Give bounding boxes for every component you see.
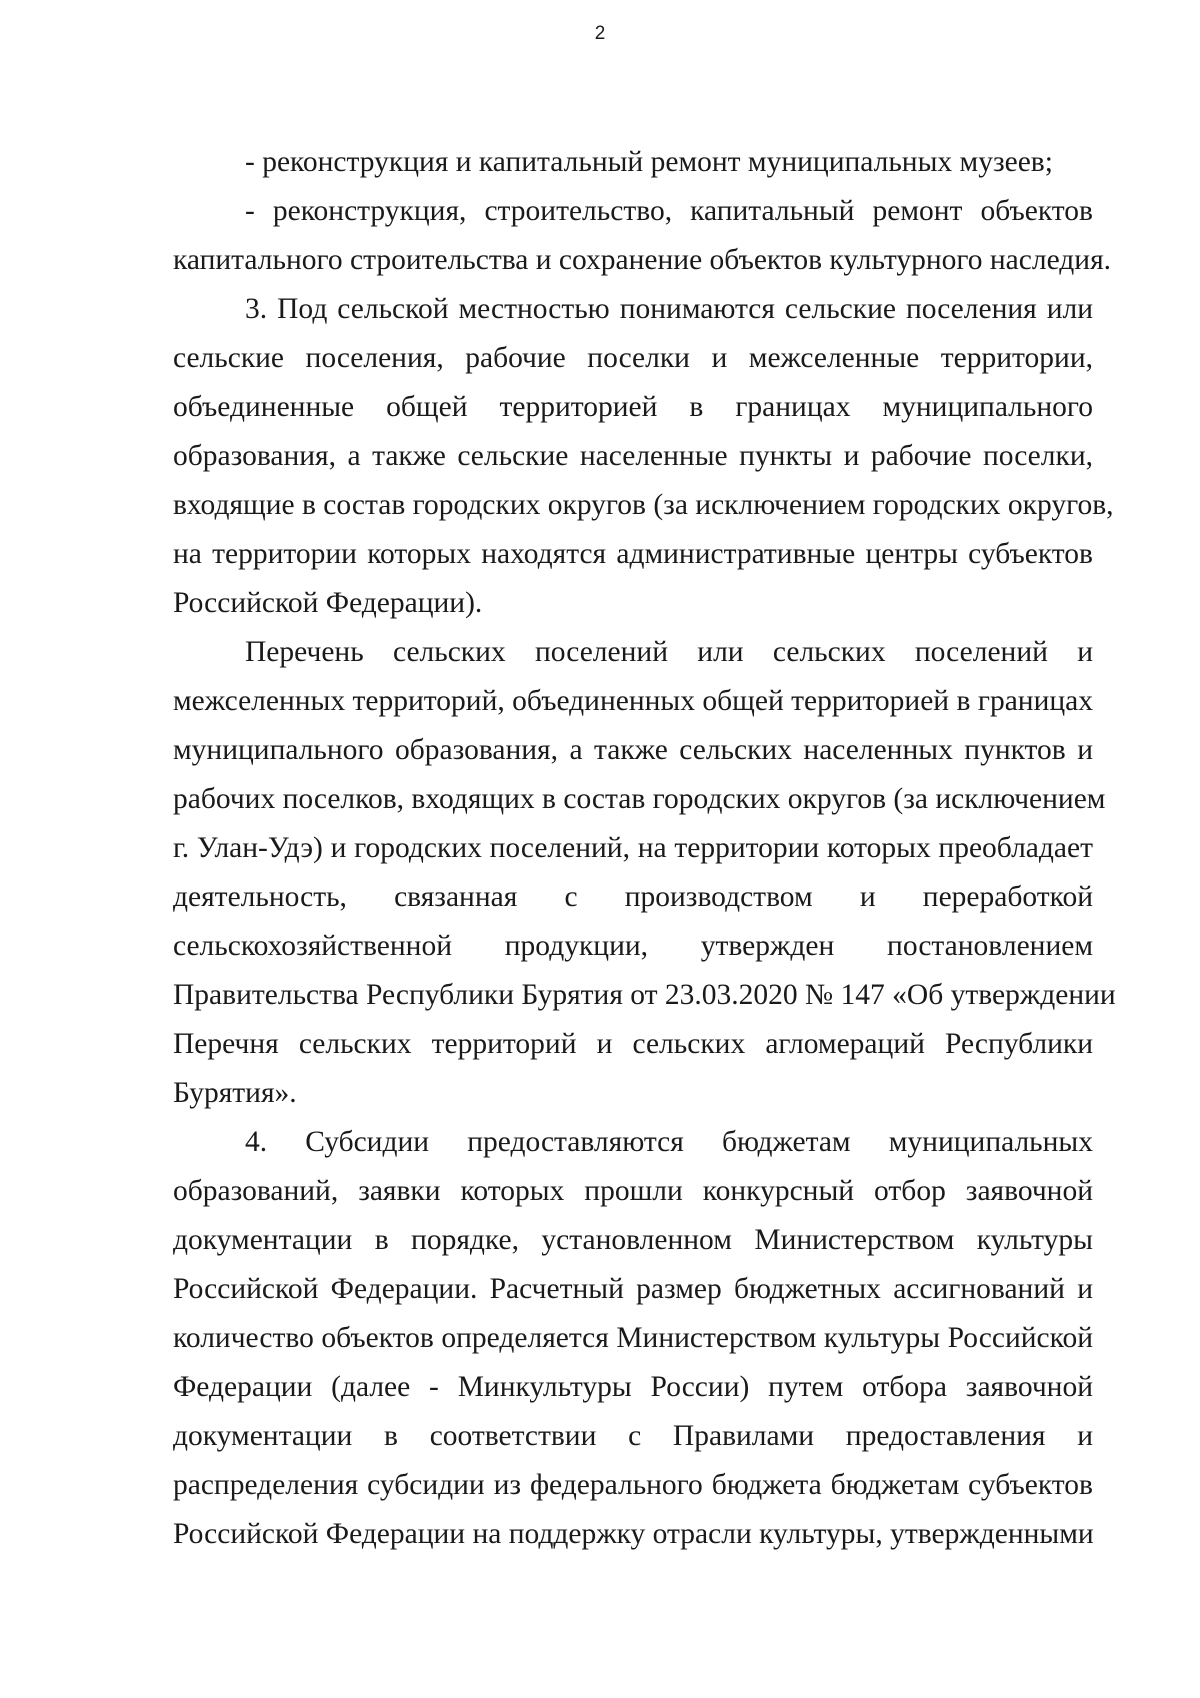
- text-line: входящие в состав городских округов (за исключением городских округов,: [173, 489, 1114, 521]
- text-line: Правительства Республики Бурятия от 23.03.2020 № 147 «Об утверждении: [173, 979, 1116, 1011]
- text-line: 3. Под сельской местностью понимаются сельские поселения или: [245, 293, 1093, 325]
- text-line: объединенные общей территорией в границах муниципального: [173, 391, 1093, 423]
- text-line: - реконструкция и капитальный ремонт муниципальных музеев;: [245, 146, 1053, 178]
- text-line: документации в соответствии с Правилами предоставления и: [173, 1420, 1093, 1452]
- text-line: муниципального образования, а также сельских населенных пунктов и: [173, 734, 1093, 766]
- text-line: межселенных территорий, объединенных общей территорией в границах: [173, 685, 1093, 717]
- text-line: Российской Федерации).: [173, 587, 483, 619]
- text-line: на территории которых находятся административные центры субъектов: [173, 538, 1093, 570]
- text-line: Перечня сельских территорий и сельских агломераций Республики: [173, 1028, 1093, 1060]
- text-line: Перечень сельских поселений или сельских поселений и: [245, 636, 1093, 668]
- text-line: Бурятия».: [173, 1077, 297, 1109]
- text-line: рабочих поселков, входящих в состав городских округов (за исключением: [173, 783, 1106, 815]
- text-line: сельскохозяйственной продукции, утвержден постановлением: [173, 930, 1093, 962]
- text-line: Федерации (далее - Минкультуры России) путем отбора заявочной: [173, 1371, 1093, 1403]
- text-line: капитального строительства и сохранение объектов культурного наследия.: [173, 244, 1112, 276]
- text-line: Российской Федерации. Расчетный размер бюджетных ассигнований и: [173, 1273, 1093, 1305]
- page-number: 2: [594, 23, 606, 44]
- text-line: - реконструкция, строительство, капитальный ремонт объектов: [245, 195, 1093, 227]
- document-body: [173, 138, 1116, 1559]
- text-line: образований, заявки которых прошли конкурсный отбор заявочной: [173, 1175, 1093, 1207]
- text-line: сельские поселения, рабочие поселки и межселенные территории,: [173, 342, 1093, 374]
- text-line: количество объектов определяется Министерством культуры Российской: [173, 1322, 1093, 1354]
- text-line: 4. Субсидии предоставляются бюджетам муниципальных: [245, 1126, 1093, 1158]
- text-line: распределения субсидии из федерального бюджета бюджетам субъектов: [173, 1469, 1093, 1501]
- text-line: деятельность, связанная с производством и переработкой: [173, 881, 1093, 913]
- text-line: документации в порядке, установленном Министерством культуры: [173, 1224, 1093, 1256]
- text-line: образования, а также сельские населенные пункты и рабочие поселки,: [173, 440, 1093, 472]
- text-line: Российской Федерации на поддержку отрасли культуры, утвержденными: [173, 1518, 1094, 1550]
- text-line: г. Улан-Удэ) и городских поселений, на территории которых преобладает: [173, 832, 1093, 864]
